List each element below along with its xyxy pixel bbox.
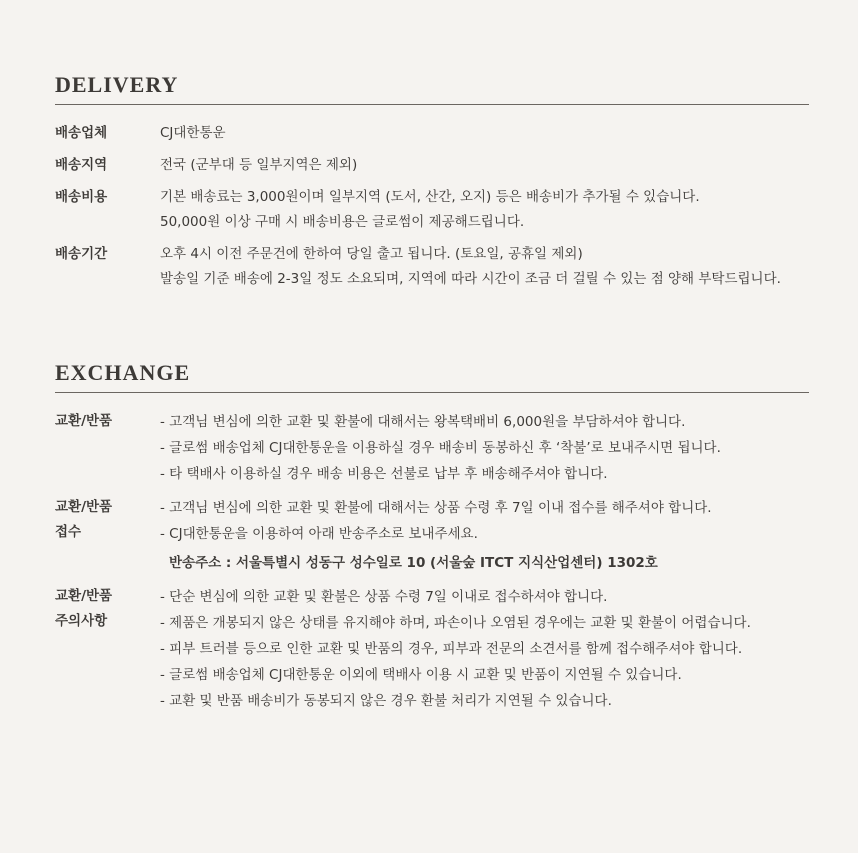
exchange-section <box>55 360 809 714</box>
delivery-row-period <box>55 242 809 292</box>
row-label: 배송기간 <box>55 246 108 262</box>
exchange-row-return <box>55 409 809 487</box>
row-label-line: 교환/반품 <box>55 413 113 429</box>
row-label: 배송업체 <box>55 125 108 141</box>
row-line: CJ대한통운 <box>160 125 226 141</box>
row-value <box>160 409 809 487</box>
exchange-title: EXCHANGE <box>55 360 809 393</box>
delivery-section <box>55 72 809 292</box>
row-line: - 교환 및 반품 배송비가 동봉되지 않은 경우 환불 처리가 지연될 수 있습니다. <box>160 693 612 709</box>
row-label: 배송비용 <box>55 189 108 205</box>
row-line: 오후 4시 이전 주문건에 한하여 당일 출고 됩니다. (토요일, 공휴일 제외) <box>160 246 583 262</box>
row-value <box>160 153 809 178</box>
delivery-title: DELIVERY <box>55 72 809 105</box>
exchange-row-receipt <box>55 495 809 576</box>
row-line: - 고객님 변심에 의한 교환 및 환불에 대해서는 왕복택배비 6,000원을 부담하셔야 합니다. <box>160 414 686 430</box>
row-line: 발송일 기준 배송에 2-3일 정도 소요되며, 지역에 따라 시간이 조금 더 걸릴 수 있는 점 양해 부탁드립니다. <box>160 271 781 287</box>
row-line: 기본 배송료는 3,000원이며 일부지역 (도서, 산간, 오지) 등은 배송비가 추가될 수 있습니다. <box>160 189 700 205</box>
delivery-row-carrier <box>55 121 809 146</box>
delivery-rows <box>55 121 809 292</box>
row-line: - 글로썸 배송업체 CJ대한통운 이외에 택배사 이용 시 교환 및 반품이 지연될 수 있습니다. <box>160 667 682 683</box>
delivery-row-cost <box>55 185 809 235</box>
row-label-line: 교환/반품 <box>55 588 113 604</box>
row-value <box>160 185 809 235</box>
row-line: - 제품은 개봉되지 않은 상태를 유지해야 하며, 파손이나 오염된 경우에는 교환 및 환불이 어렵습니다. <box>160 615 751 631</box>
exchange-row-notice <box>55 584 809 714</box>
row-label <box>55 584 160 714</box>
row-line: - 단순 변심에 의한 교환 및 환불은 상품 수령 7일 이내로 접수하셔야 합니다. <box>160 589 608 605</box>
row-line: - 글로썸 배송업체 CJ대한통운을 이용하실 경우 배송비 동봉하신 후 ‘착불’로 보내주시면 됩니다. <box>160 440 721 456</box>
row-label: 배송지역 <box>55 157 108 173</box>
row-line: 50,000원 이상 구매 시 배송비용은 글로썸이 제공해드립니다. <box>160 214 525 230</box>
row-value <box>160 242 809 292</box>
row-line: - 피부 트러블 등으로 인한 교환 및 반품의 경우, 피부과 전문의 소견서를 함께 접수해주셔야 합니다. <box>160 641 743 657</box>
row-label-line: 교환/반품 <box>55 499 113 515</box>
row-label <box>55 409 160 487</box>
row-value <box>160 121 809 146</box>
row-line: - 타 택배사 이용하실 경우 배송 비용은 선불로 납부 후 배송해주셔야 합니다. <box>160 466 608 482</box>
exchange-rows <box>55 409 809 714</box>
row-label-line: 주의사항 <box>55 613 108 629</box>
delivery-row-region <box>55 153 809 178</box>
row-value <box>160 495 809 576</box>
row-line: - CJ대한통운을 이용하여 아래 반송주소로 보내주세요. <box>160 526 478 542</box>
row-value <box>160 584 809 714</box>
return-address: 반송주소 : 서울특별시 성동구 성수일로 10 (서울숲 ITCT 지식산업센터) 1302호 <box>169 555 658 571</box>
row-line: - 고객님 변심에 의한 교환 및 환불에 대해서는 상품 수령 후 7일 이내 접수를 해주셔야 합니다. <box>160 500 712 516</box>
row-label-line: 접수 <box>55 524 82 540</box>
row-line: 전국 (군부대 등 일부지역은 제외) <box>160 157 358 173</box>
row-label <box>55 495 160 576</box>
